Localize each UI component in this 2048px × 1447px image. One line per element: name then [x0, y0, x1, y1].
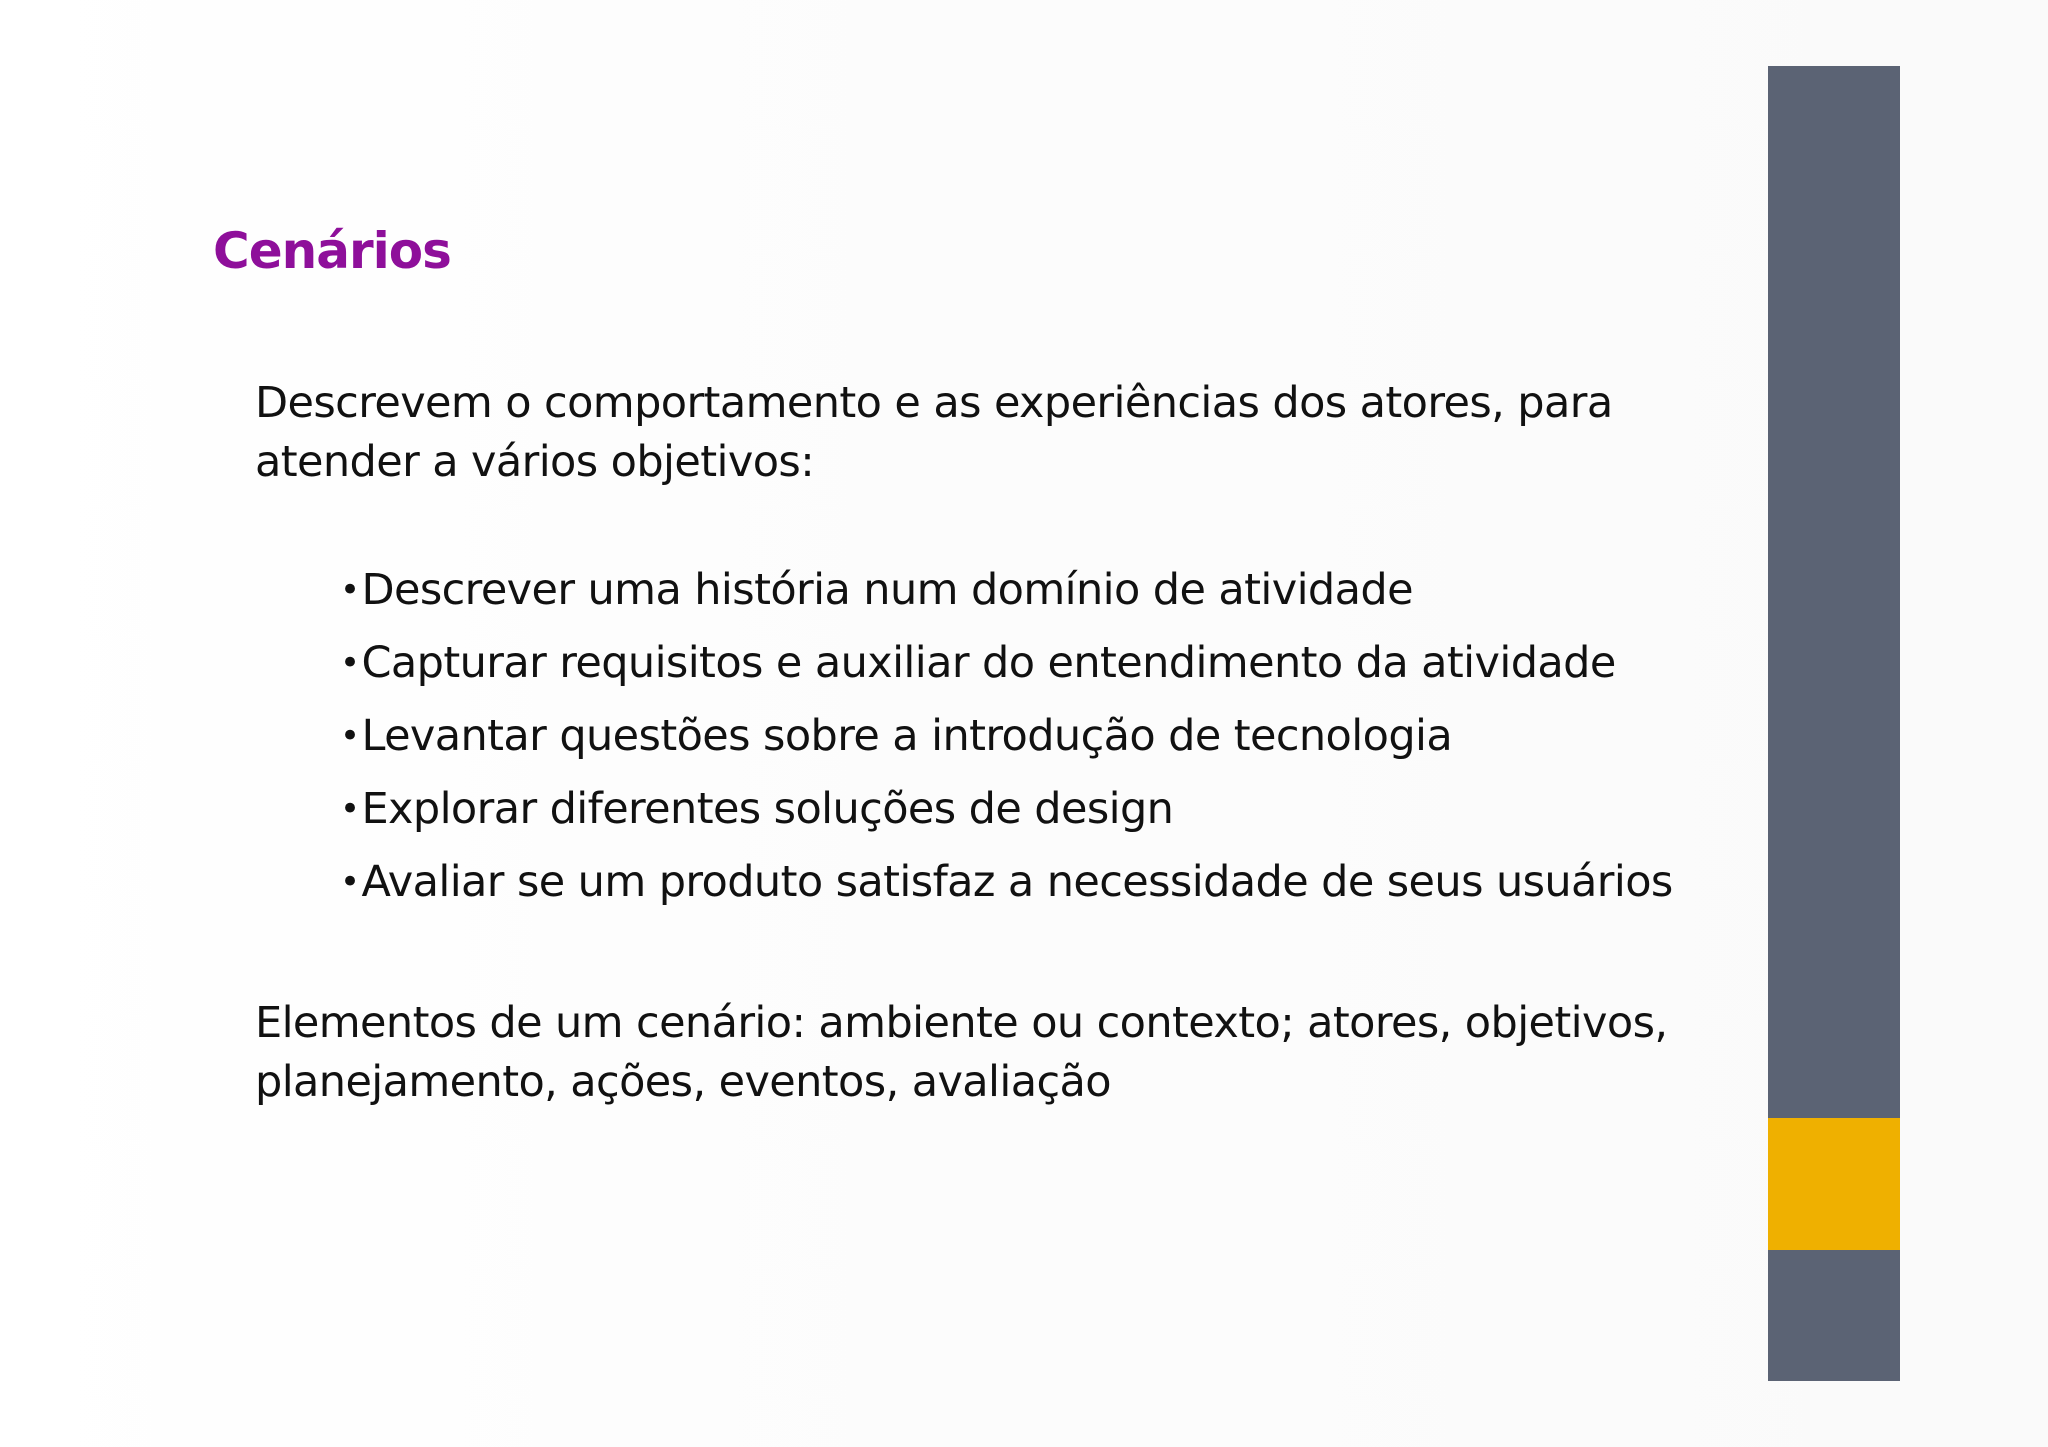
- list-item: [340, 773, 1673, 846]
- slide-title: Cenários: [213, 222, 451, 280]
- intro-paragraph: Descrevem o comportamento e as experiências dos atores, para atender a vários objetivos:: [255, 378, 1613, 487]
- elements-paragraph: Elementos de um cenário: ambiente ou contexto; atores, objetivos, planejamento, ações, eventos, avaliação: [255, 998, 1668, 1107]
- objectives-list: [340, 554, 1673, 919]
- list-item: [340, 627, 1673, 700]
- list-item: [340, 846, 1673, 919]
- list-item-text: Levantar questões sobre a introdução de tecnologia: [361, 711, 1453, 761]
- list-item-text: Avaliar se um produto satisfaz a necessidade de seus usuários: [361, 857, 1673, 907]
- bullet-icon: •: [340, 789, 360, 829]
- bullet-icon: •: [340, 570, 360, 610]
- list-item-text: Capturar requisitos e auxiliar do entendimento da atividade: [361, 638, 1616, 688]
- decorative-side-bar: [1768, 66, 1900, 1381]
- list-item: [340, 700, 1673, 773]
- list-item: [340, 554, 1673, 627]
- list-item-text: Descrever uma história num domínio de atividade: [361, 565, 1413, 615]
- bullet-icon: •: [340, 862, 360, 902]
- list-item-text: Explorar diferentes soluções de design: [361, 784, 1174, 834]
- bullet-icon: •: [340, 643, 360, 683]
- side-bar-accent: [1768, 1118, 1900, 1250]
- bullet-icon: •: [340, 716, 360, 756]
